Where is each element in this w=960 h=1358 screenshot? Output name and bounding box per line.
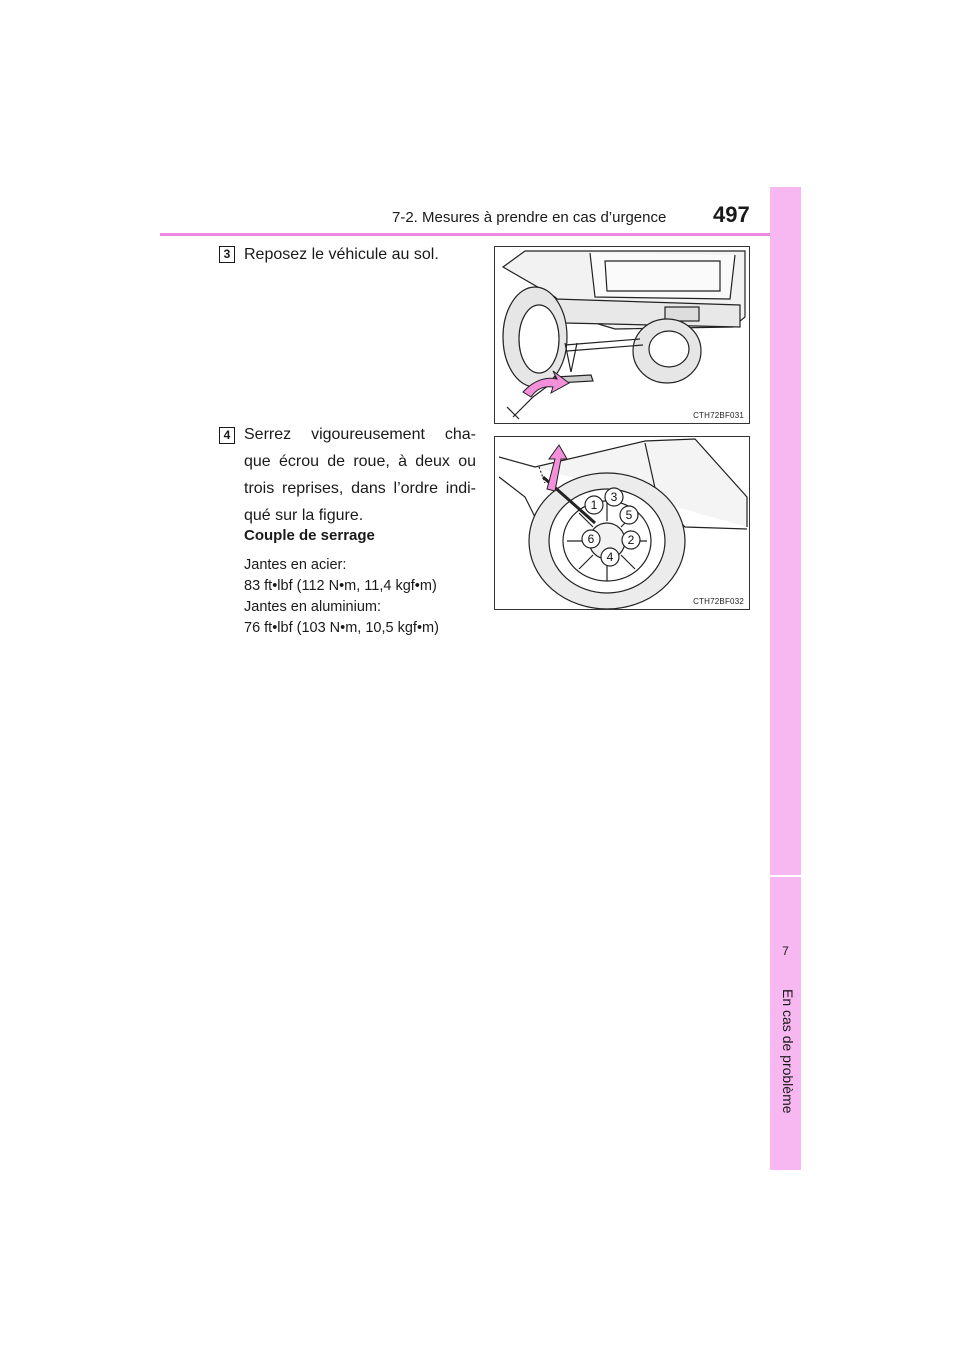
header-rule (160, 233, 800, 236)
chapter-title: En cas de problème (780, 989, 796, 1114)
figure-code: CTH72BF032 (693, 597, 744, 606)
figure-lower-vehicle (494, 246, 750, 424)
nut-label: 1 (590, 498, 598, 512)
torque-value-aluminium: 76 ft•lbf (103 N•m, 10,5 kgf•m) (244, 620, 439, 636)
step-number-4: 4 (219, 427, 235, 444)
chapter-number: 7 (782, 944, 789, 958)
nut-label: 2 (627, 533, 635, 547)
section-title: 7-2. Mesures à prendre en cas d’urgence (392, 209, 667, 226)
nut-label: 4 (606, 550, 614, 564)
torque-heading: Couple de serrage (244, 527, 375, 544)
figure-tighten-nuts (494, 436, 750, 610)
step-4-line: Serrez vigoureusement cha- (244, 426, 476, 443)
step-3-text: Reposez le véhicule au sol. (244, 246, 439, 263)
tab-divider (770, 875, 801, 877)
step-number-3: 3 (219, 246, 235, 263)
nut-label: 5 (625, 508, 633, 522)
nut-label: 3 (610, 490, 618, 504)
figure-code: CTH72BF031 (693, 411, 744, 420)
step-4-line: qué sur la figure. (244, 507, 364, 524)
page-number: 497 (713, 202, 750, 227)
step-4-text (244, 421, 476, 529)
torque-label-aluminium: Jantes en aluminium: (244, 599, 382, 615)
chapter-side-tab (770, 187, 801, 1170)
step-4-line: que écrou de roue, à deux ou (244, 453, 476, 470)
torque-spec-block (244, 525, 484, 639)
nut-label: 6 (587, 532, 595, 546)
step-4-line: trois reprises, dans l’ordre indi- (244, 480, 476, 497)
torque-label-steel: Jantes en acier: (244, 557, 347, 573)
lower-vehicle-illustration (495, 247, 749, 423)
torque-value-steel: 83 ft•lbf (112 N•m, 11,4 kgf•m) (244, 578, 437, 594)
tighten-nuts-illustration (495, 437, 749, 609)
